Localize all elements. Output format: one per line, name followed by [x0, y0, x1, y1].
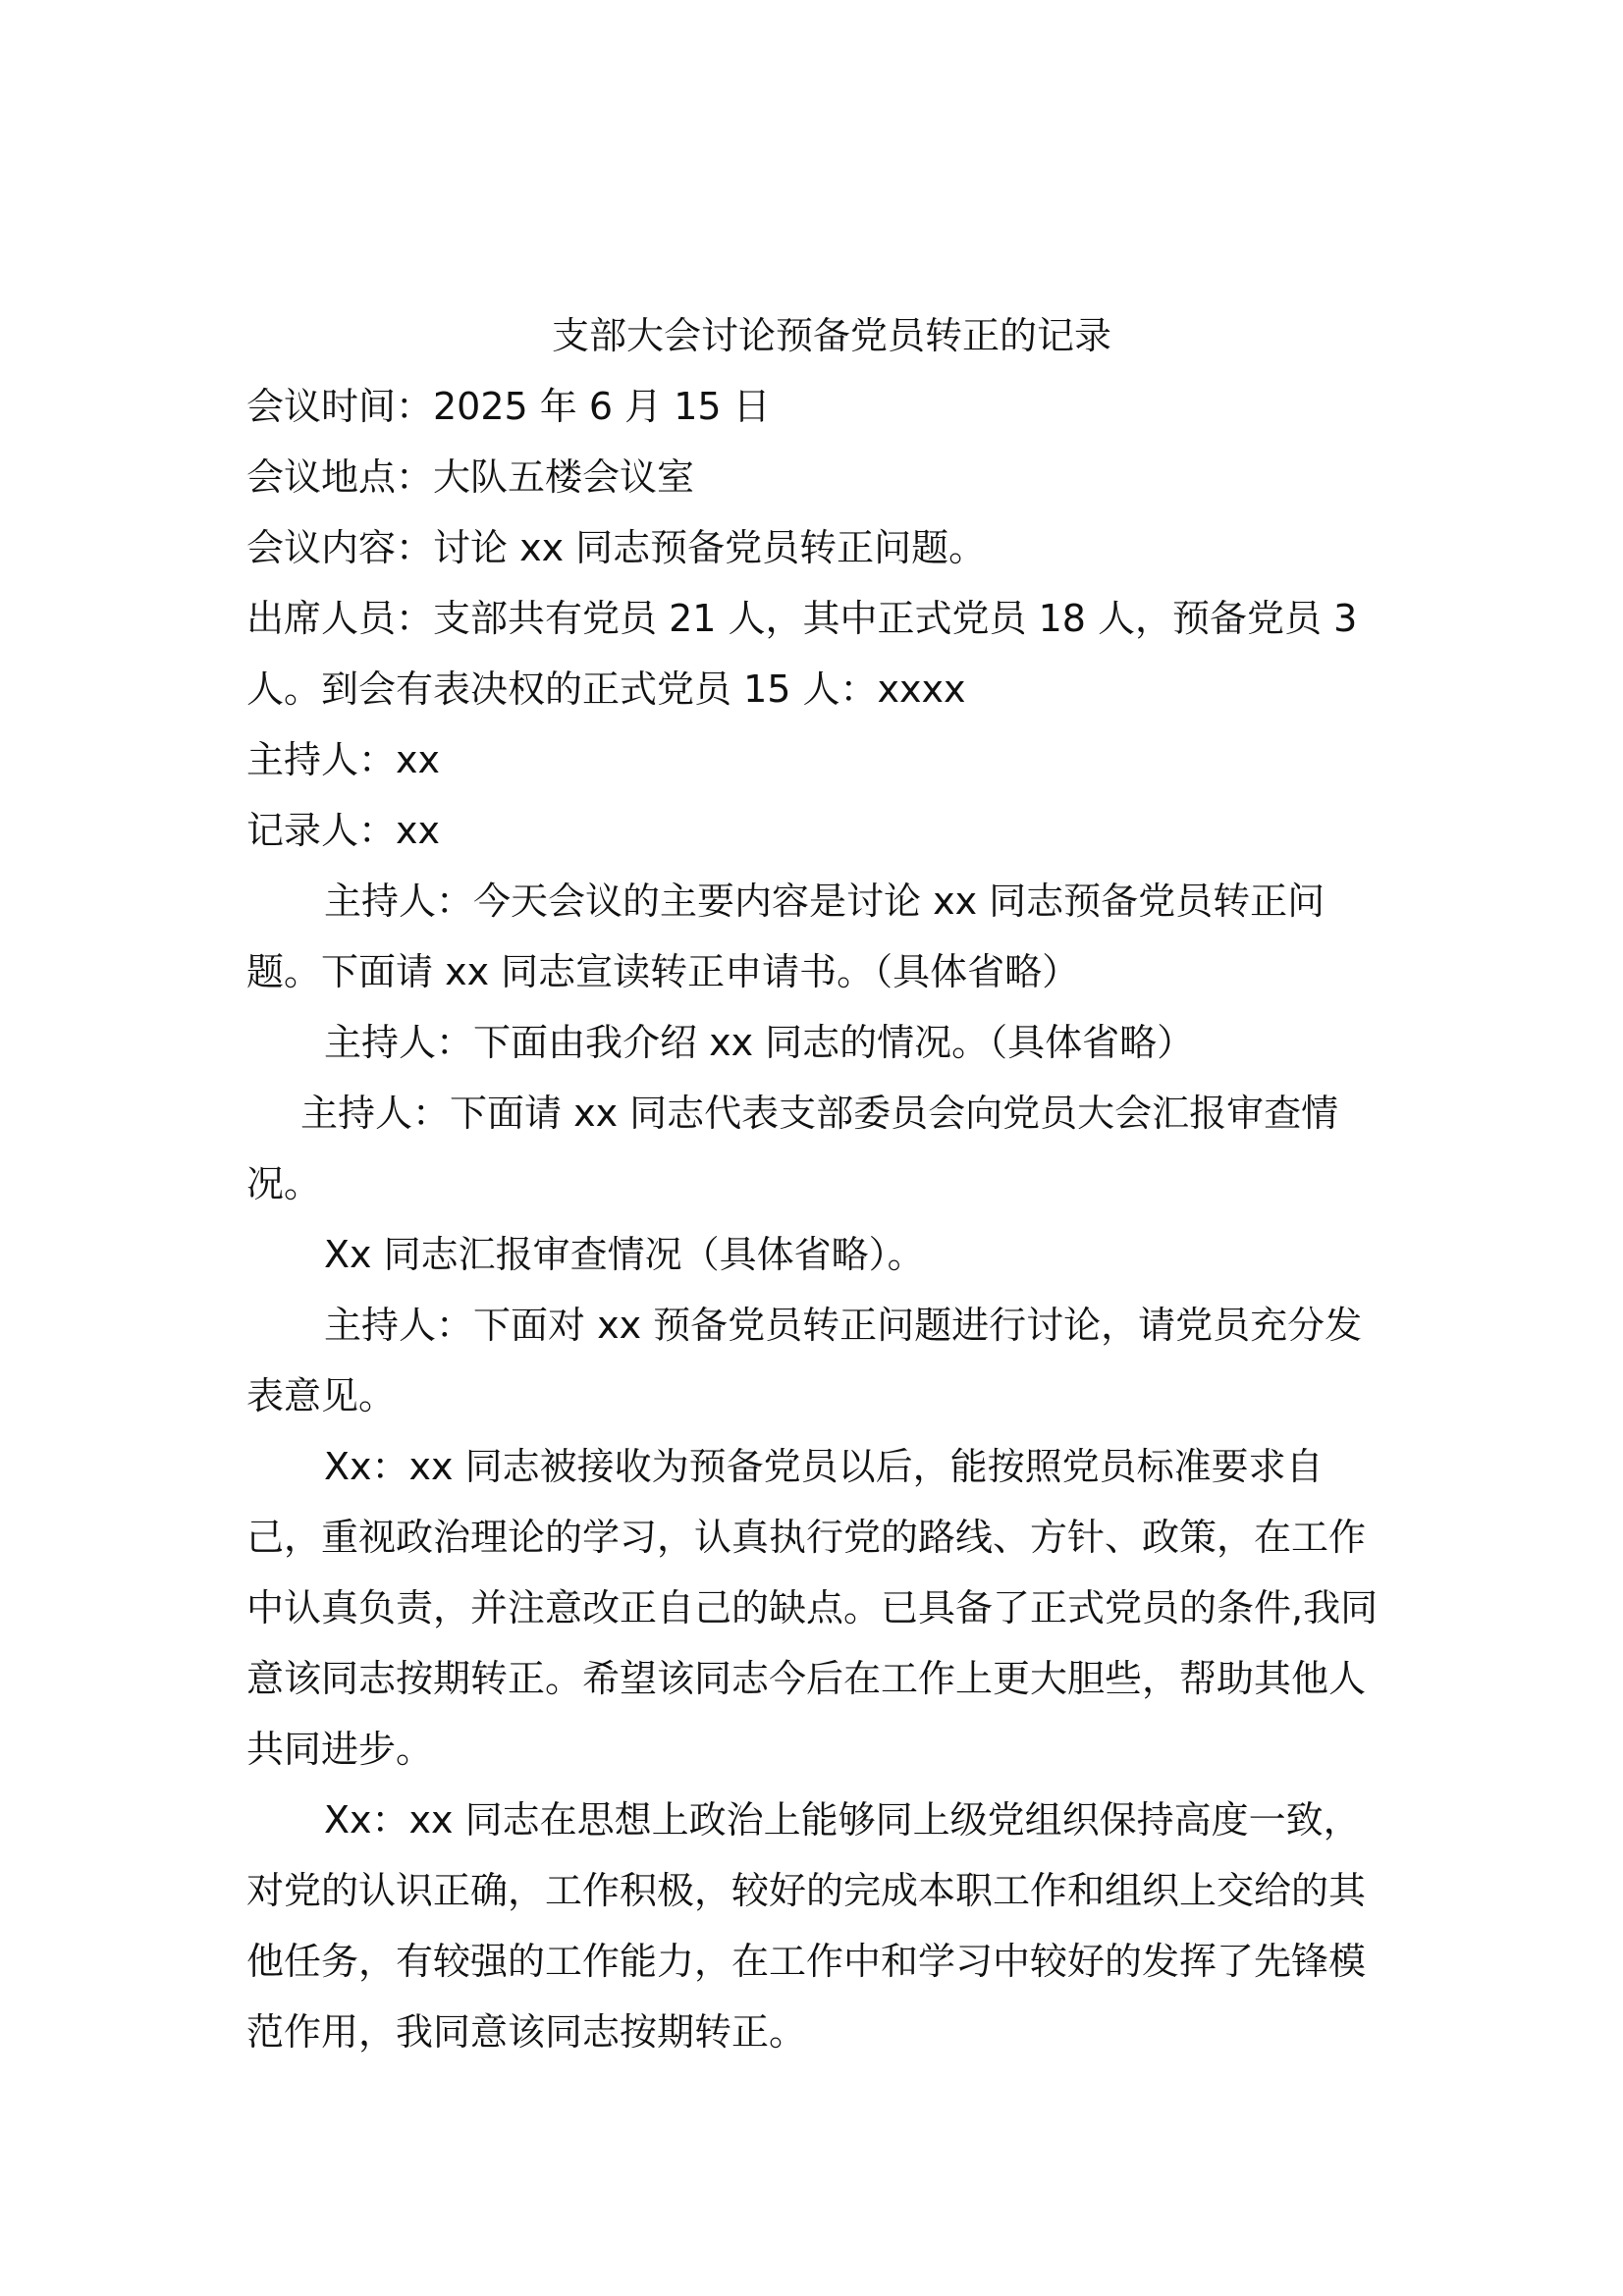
document-body	[246, 300, 1395, 2067]
meeting-time: 会议时间：2025 年 6 月 15 日	[246, 385, 771, 428]
paragraph-host-discussion: 主持人：下面对 xx 预备党员转正问题进行讨论，请党员充分发表意见。	[246, 1304, 1363, 1417]
paragraph-review-report: Xx 同志汇报审查情况（具体省略）。	[324, 1233, 925, 1276]
document-title: 支部大会讨论预备党员转正的记录	[551, 314, 1111, 357]
attendees: 出席人员：支部共有党员 21 人，其中正式党员 18 人，预备党员 3 人。到会有表决权的正式党员 15 人：xxxx	[246, 597, 1358, 711]
host: 主持人：xx	[246, 738, 440, 781]
paragraph-opinion-1: Xx：xx 同志被接收为预备党员以后，能按照党员标准要求自己，重视政治理论的学习，认真执行党的路线、方针、政策，在工作中认真负责，并注意改正自己的缺点。已具备了正式党员的条件,我同意该同志按期转正。希望该同志今后在工作上更大胆些，帮助其他人共同进步。	[246, 1445, 1379, 1771]
paragraph-host-review-request: 主持人：下面请 xx 同志代表支部委员会向党员大会汇报审查情况。	[246, 1092, 1339, 1205]
paragraph-host-opening: 主持人：今天会议的主要内容是讨论 xx 同志预备党员转正问题。下面请 xx 同志宣读转正申请书。（具体省略）	[246, 880, 1325, 993]
paragraph-host-introduction: 主持人：下面由我介绍 xx 同志的情况。（具体省略）	[324, 1021, 1195, 1064]
recorder: 记录人：xx	[246, 809, 440, 852]
meeting-place: 会议地点：大队五楼会议室	[246, 455, 695, 499]
paragraph-opinion-2: Xx：xx 同志在思想上政治上能够同上级党组织保持高度一致，对党的认识正确，工作积极，较好的完成本职工作和组织上交给的其他任务，有较强的工作能力，在工作中和学习中较好的发挥了先锋模范作用，我同意该同志按期转正。	[246, 1798, 1367, 2054]
meeting-content: 会议内容：讨论 xx 同志预备党员转正问题。	[246, 526, 987, 569]
